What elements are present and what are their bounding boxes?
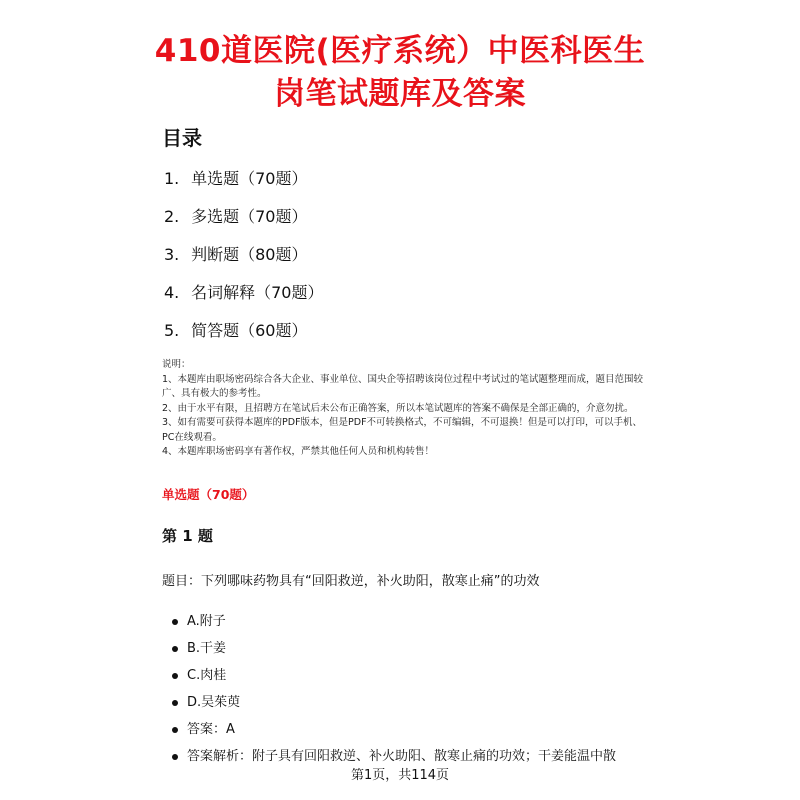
toc-item-number: 1. <box>164 169 180 188</box>
document-title-line-2: 岗笔试题库及答案 <box>274 76 526 112</box>
answer <box>162 720 616 747</box>
bullet-icon <box>172 646 178 652</box>
toc-item-label: 判断题（80题） <box>191 245 308 264</box>
question-stem: 题目：下列哪味药物具有“回阳救逆，补火助阳，散寒止痛”的功效 <box>162 574 540 589</box>
option-text: B.干姜 <box>187 641 227 656</box>
note-line: 2、由于水平有限，且招聘方在笔试后未公布正确答案，所以本笔试题库的答案不确保是全部正确的，介意勿扰。 <box>162 402 634 414</box>
toc-list <box>164 164 323 354</box>
option-text: A.附子 <box>187 614 226 629</box>
toc-item-label: 单选题（70题） <box>191 169 308 188</box>
question-options <box>162 612 616 774</box>
bullet-icon <box>172 619 178 625</box>
toc-item-label: 简答题（60题） <box>191 321 308 340</box>
toc-item-single-choice <box>164 164 323 202</box>
question-title: 第 1 题 <box>162 527 213 545</box>
bullet-icon <box>172 700 178 706</box>
toc-heading: 目录 <box>162 126 202 150</box>
toc-item-number: 4. <box>164 283 180 302</box>
option-a <box>162 612 616 639</box>
toc-item-short-answer <box>164 316 323 354</box>
answer-text: 答案：A <box>187 722 235 737</box>
toc-item-label: 名词解释（70题） <box>191 283 324 302</box>
bullet-icon <box>172 673 178 679</box>
toc-item-multiple-choice <box>164 202 323 240</box>
toc-item-label: 多选题（70题） <box>191 207 308 226</box>
notes-block <box>162 358 652 460</box>
toc-item-number: 3. <box>164 245 180 264</box>
option-text: D.吴茱萸 <box>187 695 241 710</box>
note-line: 1、本题库由职场密码综合各大企业、事业单位、国央企等招聘该岗位过程中考试过的笔试题整理而成，题目范围较广、具有极大的参考性。 <box>162 373 644 399</box>
option-c <box>162 666 616 693</box>
notes-label: 说明： <box>162 359 191 370</box>
toc-item-true-false <box>164 240 323 278</box>
section-title: 单选题（70题） <box>162 487 255 502</box>
answer-explanation-text: 答案解析：附子具有回阳救逆、补火助阳、散寒止痛的功效；干姜能温中散 <box>187 749 617 764</box>
bullet-icon <box>172 727 178 733</box>
option-b <box>162 639 616 666</box>
note-line: 3、如有需要可获得本题库的PDF版本，但是PDF不可转换格式，不可编辑，不可退换！但是可以打印，可以手机、PC在线观看。 <box>162 417 643 443</box>
document-title-line-1: 410道医院(医疗系统）中医科医生 <box>154 33 646 69</box>
option-d <box>162 693 616 720</box>
bullet-icon <box>172 754 178 760</box>
toc-item-term-definition <box>164 278 323 316</box>
toc-item-number: 5. <box>164 321 180 340</box>
page-footer: 第1页，共114页 <box>350 768 450 783</box>
option-text: C.肉桂 <box>187 668 227 683</box>
toc-item-number: 2. <box>164 207 180 226</box>
note-line: 4、本题库职场密码享有著作权，严禁其他任何人员和机构转售！ <box>162 446 435 457</box>
